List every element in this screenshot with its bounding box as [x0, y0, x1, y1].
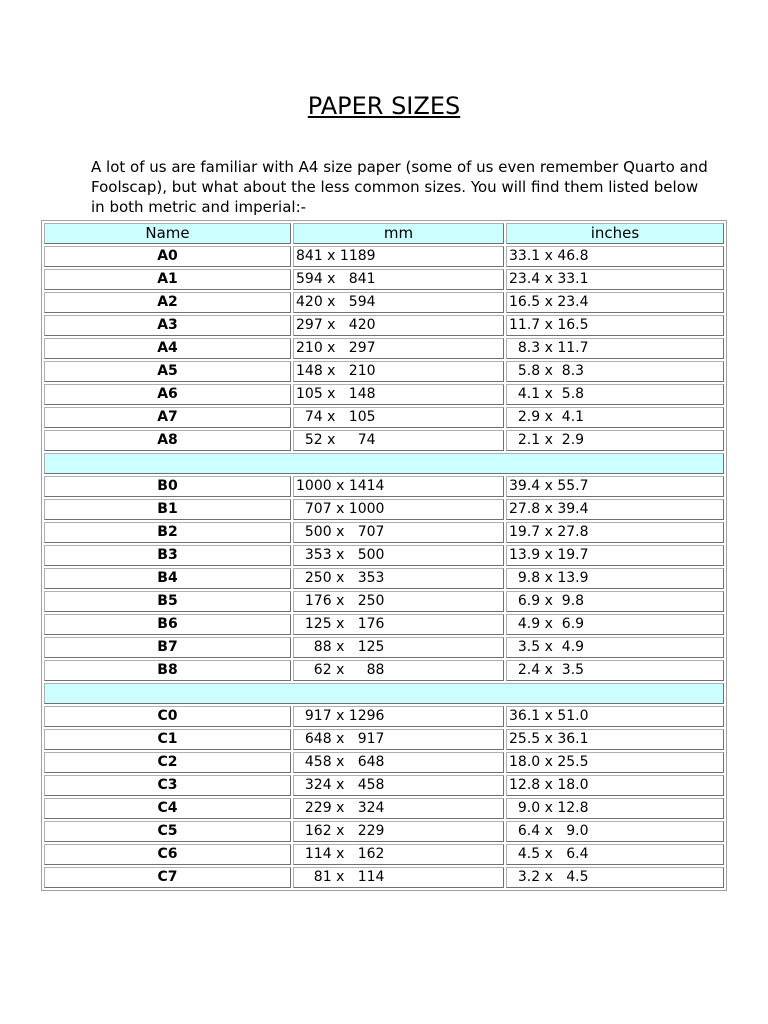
size-name-cell: C0: [44, 706, 291, 727]
size-name-cell: A8: [44, 430, 291, 451]
size-name-cell: B2: [44, 522, 291, 543]
size-mm-cell: 1000 x 1414: [293, 476, 504, 497]
table-row: [44, 867, 724, 888]
size-mm-cell: 324 x 458: [293, 775, 504, 796]
size-name-cell: A3: [44, 315, 291, 336]
size-name-cell: B5: [44, 591, 291, 612]
size-inches-cell: 5.8 x 8.3: [506, 361, 724, 382]
intro-paragraph: A lot of us are familiar with A4 size paper (some of us even remember Quarto and Foolscap), but what about the less common sizes. You will find them listed below in both metric and imperial:-: [91, 158, 708, 216]
size-name-cell: B4: [44, 568, 291, 589]
size-name-cell: C2: [44, 752, 291, 773]
size-inches-cell: 2.9 x 4.1: [506, 407, 724, 428]
size-inches-cell: 4.1 x 5.8: [506, 384, 724, 405]
table-row: [44, 844, 724, 865]
size-mm-cell: 841 x 1189: [293, 246, 504, 267]
size-name-cell: A6: [44, 384, 291, 405]
size-inches-cell: 25.5 x 36.1: [506, 729, 724, 750]
page-title: [0, 89, 768, 123]
size-name-cell: C7: [44, 867, 291, 888]
size-inches-cell: 13.9 x 19.7: [506, 545, 724, 566]
size-name-cell: B7: [44, 637, 291, 658]
group-separator-row: [44, 453, 724, 474]
size-mm-cell: 62 x 88: [293, 660, 504, 681]
table-row: [44, 729, 724, 750]
column-header-mm: mm: [293, 223, 504, 244]
size-name-cell: A1: [44, 269, 291, 290]
size-name-cell: B3: [44, 545, 291, 566]
table-row: [44, 269, 724, 290]
size-name-cell: A0: [44, 246, 291, 267]
table-row: [44, 246, 724, 267]
size-inches-cell: 8.3 x 11.7: [506, 338, 724, 359]
table-row: [44, 476, 724, 497]
size-inches-cell: 4.9 x 6.9: [506, 614, 724, 635]
size-mm-cell: 648 x 917: [293, 729, 504, 750]
table-row: [44, 752, 724, 773]
size-inches-cell: 2.1 x 2.9: [506, 430, 724, 451]
size-name-cell: C5: [44, 821, 291, 842]
size-name-cell: C1: [44, 729, 291, 750]
size-name-cell: C6: [44, 844, 291, 865]
size-mm-cell: 125 x 176: [293, 614, 504, 635]
size-name-cell: C4: [44, 798, 291, 819]
size-inches-cell: 9.0 x 12.8: [506, 798, 724, 819]
table-row: [44, 430, 724, 451]
group-separator-cell: [44, 683, 724, 704]
table-row: [44, 614, 724, 635]
size-mm-cell: 176 x 250: [293, 591, 504, 612]
size-mm-cell: 229 x 324: [293, 798, 504, 819]
column-header-inches: inches: [506, 223, 724, 244]
size-mm-cell: 707 x 1000: [293, 499, 504, 520]
size-inches-cell: 18.0 x 25.5: [506, 752, 724, 773]
size-name-cell: C3: [44, 775, 291, 796]
size-name-cell: B8: [44, 660, 291, 681]
table-row: [44, 568, 724, 589]
size-mm-cell: 250 x 353: [293, 568, 504, 589]
group-separator-cell: [44, 453, 724, 474]
paper-sizes-table: [41, 220, 727, 891]
table-row: [44, 338, 724, 359]
size-inches-cell: 11.7 x 16.5: [506, 315, 724, 336]
size-inches-cell: 6.4 x 9.0: [506, 821, 724, 842]
size-mm-cell: 297 x 420: [293, 315, 504, 336]
size-inches-cell: 16.5 x 23.4: [506, 292, 724, 313]
size-mm-cell: 458 x 648: [293, 752, 504, 773]
size-mm-cell: 162 x 229: [293, 821, 504, 842]
size-inches-cell: 19.7 x 27.8: [506, 522, 724, 543]
table-row: [44, 798, 724, 819]
size-mm-cell: 105 x 148: [293, 384, 504, 405]
table-row: [44, 821, 724, 842]
table-row: [44, 315, 724, 336]
size-name-cell: B6: [44, 614, 291, 635]
size-mm-cell: 81 x 114: [293, 867, 504, 888]
table-row: [44, 545, 724, 566]
table-header-row: [44, 223, 724, 244]
size-inches-cell: 12.8 x 18.0: [506, 775, 724, 796]
size-inches-cell: 6.9 x 9.8: [506, 591, 724, 612]
size-mm-cell: 500 x 707: [293, 522, 504, 543]
table-row: [44, 660, 724, 681]
table-row: [44, 361, 724, 382]
table-row: [44, 522, 724, 543]
size-inches-cell: 27.8 x 39.4: [506, 499, 724, 520]
size-mm-cell: 917 x 1296: [293, 706, 504, 727]
size-inches-cell: 23.4 x 33.1: [506, 269, 724, 290]
table-row: [44, 775, 724, 796]
table-row: [44, 292, 724, 313]
size-name-cell: B0: [44, 476, 291, 497]
size-name-cell: B1: [44, 499, 291, 520]
table-row: [44, 591, 724, 612]
size-name-cell: A2: [44, 292, 291, 313]
size-mm-cell: 420 x 594: [293, 292, 504, 313]
table-row: [44, 384, 724, 405]
size-name-cell: A7: [44, 407, 291, 428]
table-row: [44, 706, 724, 727]
size-mm-cell: 88 x 125: [293, 637, 504, 658]
size-inches-cell: 39.4 x 55.7: [506, 476, 724, 497]
table-row: [44, 637, 724, 658]
size-inches-cell: 3.2 x 4.5: [506, 867, 724, 888]
table-row: [44, 407, 724, 428]
size-mm-cell: 148 x 210: [293, 361, 504, 382]
size-name-cell: A4: [44, 338, 291, 359]
group-separator-row: [44, 683, 724, 704]
size-inches-cell: 3.5 x 4.9: [506, 637, 724, 658]
column-header-name: Name: [44, 223, 291, 244]
table-row: [44, 499, 724, 520]
size-inches-cell: 4.5 x 6.4: [506, 844, 724, 865]
size-inches-cell: 33.1 x 46.8: [506, 246, 724, 267]
size-inches-cell: 36.1 x 51.0: [506, 706, 724, 727]
size-mm-cell: 74 x 105: [293, 407, 504, 428]
table-body: [44, 246, 724, 888]
page-title-text: PAPER SIZES: [307, 92, 461, 120]
size-inches-cell: 9.8 x 13.9: [506, 568, 724, 589]
size-inches-cell: 2.4 x 3.5: [506, 660, 724, 681]
size-mm-cell: 594 x 841: [293, 269, 504, 290]
size-mm-cell: 114 x 162: [293, 844, 504, 865]
size-mm-cell: 210 x 297: [293, 338, 504, 359]
size-mm-cell: 353 x 500: [293, 545, 504, 566]
size-name-cell: A5: [44, 361, 291, 382]
size-mm-cell: 52 x 74: [293, 430, 504, 451]
